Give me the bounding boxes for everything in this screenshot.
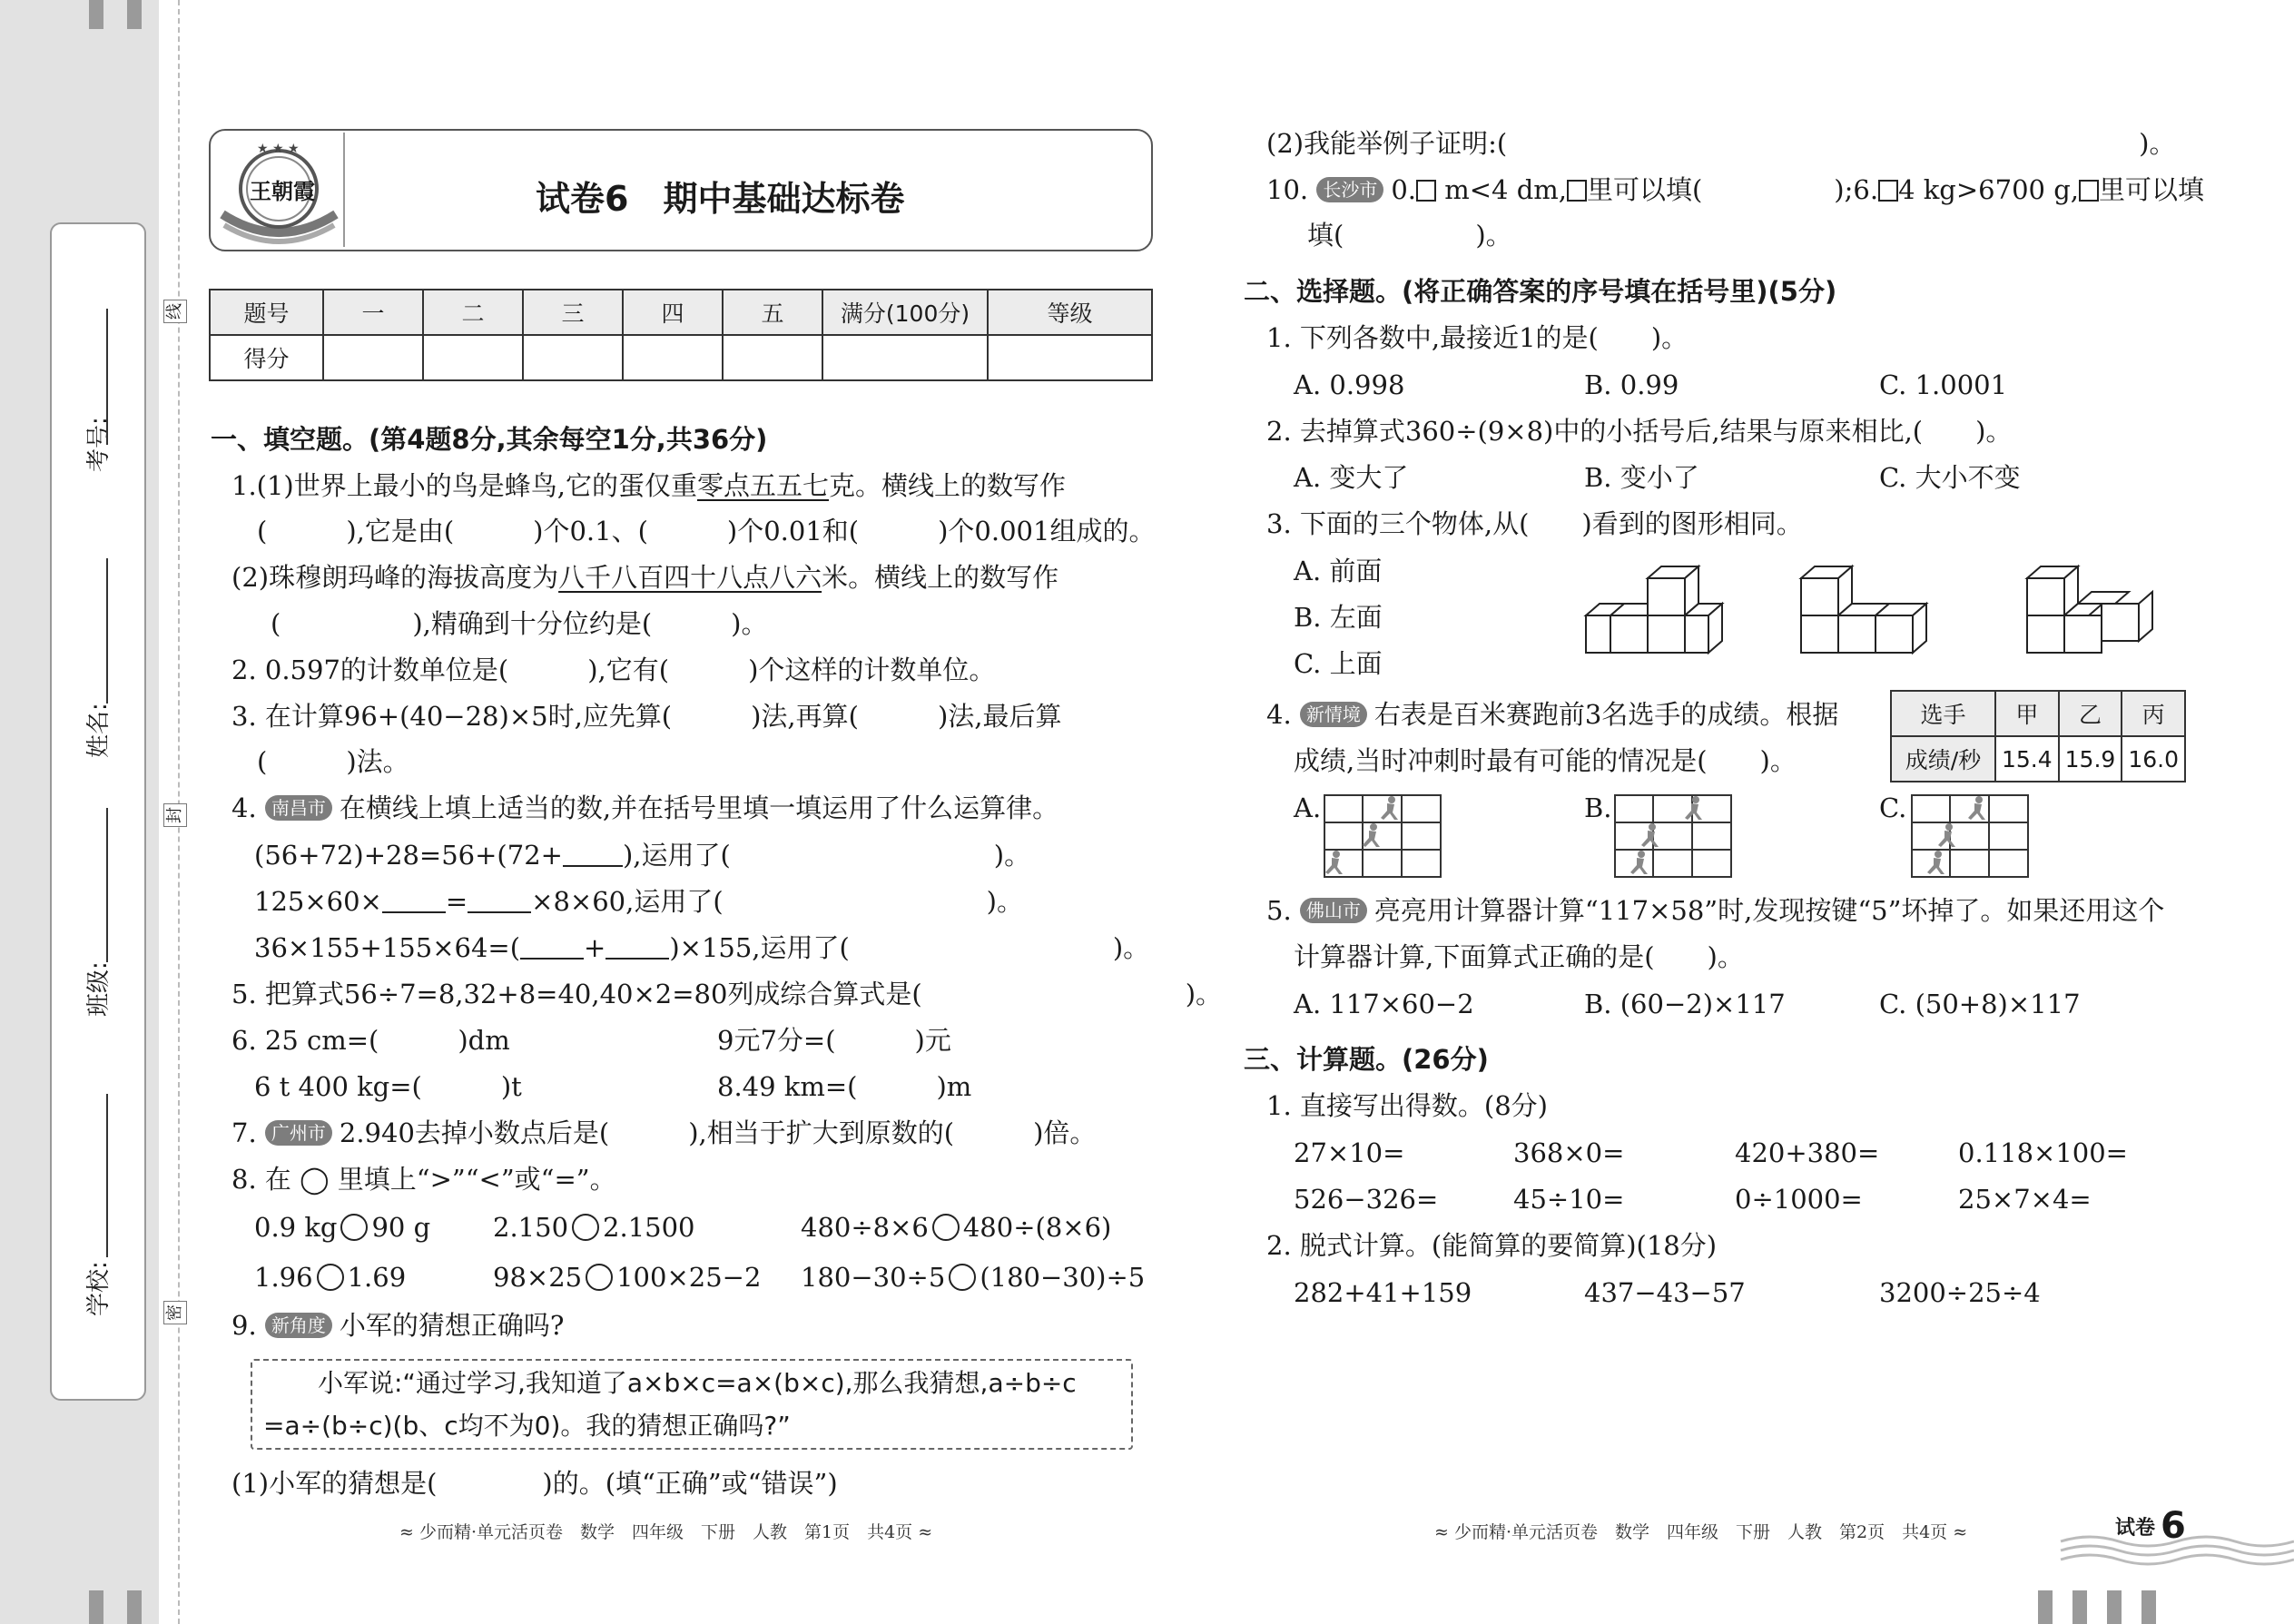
k2: 2. 脱式计算。(能简算的要简算)(18分): [1266, 1230, 1718, 1261]
race-header-cell: 选手: [1891, 691, 1995, 736]
k1-item: 368×0=: [1513, 1137, 1625, 1168]
answer-blank[interactable]: [520, 938, 584, 960]
q8-item: 98×25 100×25−2: [493, 1262, 762, 1293]
q3: 3. 在计算96+(40−28)×5时,应先算( )法,再算( )法,最后算: [231, 701, 1062, 732]
digit-box[interactable]: [1567, 180, 1587, 202]
compare-circle[interactable]: [317, 1264, 344, 1291]
q6b: 9元7分=( )元: [717, 1025, 951, 1056]
score-cell[interactable]: [988, 335, 1152, 380]
race-figure-a: [1324, 794, 1442, 878]
name-line[interactable]: [106, 558, 108, 704]
score-header-cell: 满分(100分): [822, 290, 988, 335]
school-label: 学校:: [85, 1261, 113, 1316]
section3-heading: 三、计算题。(26分): [1244, 1044, 1489, 1075]
score-cell[interactable]: [723, 335, 822, 380]
score-cell[interactable]: [423, 335, 523, 380]
q8: 8. 在 ◯ 里填上“>”“<”或“=”。: [231, 1164, 616, 1195]
q9-part1: (1)小军的猜想是( )的。(填“正确”或“错误”): [231, 1468, 838, 1499]
c2-option: C. 大小不变: [1879, 462, 2021, 493]
section1-heading: 一、填空题。(第4题8分,其余每空1分,共36分): [211, 424, 768, 455]
score-cell[interactable]: [822, 335, 988, 380]
score-header-row: [210, 290, 1152, 335]
logo-text: 王朝霞: [250, 178, 315, 204]
score-header-cell: 五: [723, 290, 822, 335]
c5-option: A. 117×60−2: [1294, 989, 1474, 1019]
svg-text:★ ★ ★: ★ ★ ★: [257, 142, 300, 156]
c1: 1. 下列各数中,最接近1的是( )。: [1266, 322, 1689, 353]
c3-option: B. 左面: [1294, 602, 1383, 633]
c3-option: A. 前面: [1294, 556, 1383, 586]
q4a: (56+72)+28=56+(72+ ),运用了( )。: [254, 840, 1031, 871]
c3-option: C. 上面: [1294, 648, 1383, 679]
region-tag: 佛山市: [1300, 898, 1367, 923]
c1-option: A. 0.998: [1294, 369, 1405, 400]
compare-circle[interactable]: [949, 1264, 976, 1291]
digit-box[interactable]: [2079, 180, 2099, 202]
cut-mark-line: 线: [163, 300, 187, 323]
q9: 9. 新角度 小军的猜想正确吗?: [231, 1310, 565, 1341]
q3-line2: ( )法。: [257, 746, 409, 777]
footer-left: ≈ 少而精·单元活页卷 数学 四年级 下册 人教 第1页 共4页 ≈: [399, 1522, 933, 1542]
cut-mark-secret: 密: [163, 1301, 187, 1324]
k2-item: 282+41+159: [1294, 1277, 1472, 1308]
k2-item: 437−43−57: [1584, 1277, 1746, 1308]
region-tag: 新情境: [1300, 702, 1367, 727]
q8-item: 180−30÷5 (180−30)÷5: [801, 1262, 1146, 1293]
compare-circle[interactable]: [340, 1214, 368, 1241]
k1-item: 25×7×4=: [1958, 1184, 2092, 1215]
q9-quote-line2: =a÷(b÷c)(b、c均不为0)。我的猜想正确吗?”: [263, 1411, 791, 1441]
race-figure-c: [1911, 794, 2029, 878]
c4-option-label: B.: [1584, 792, 1612, 823]
q10: 10. 长沙市 0. m<4 dm, 里可以填( );6. 4 kg>6700 g, 里可以填: [1266, 174, 2204, 205]
q5: 5. 把算式56÷7=8,32+8=40,40×2=80列成综合算式是( )。: [231, 979, 1223, 1009]
score-row-label: 得分: [210, 335, 323, 380]
region-tag: 南昌市: [265, 795, 332, 821]
region-tag: 长沙市: [1316, 177, 1383, 202]
race-header-row: [1891, 691, 2185, 736]
q6c: 6 t 400 kg=( )t: [254, 1071, 522, 1102]
c5-option: C. (50+8)×117: [1879, 989, 2081, 1019]
answer-blank[interactable]: [382, 891, 446, 913]
score-header-cell: 四: [623, 290, 723, 335]
q4: 4. 南昌市 在横线上填上适当的数,并在括号里填一填运用了什么运算律。: [231, 792, 1059, 823]
k1-item: 0÷1000=: [1735, 1184, 1863, 1215]
c3: 3. 下面的三个物体,从( )看到的图形相同。: [1266, 508, 1803, 539]
q6d: 8.49 km=( )m: [717, 1071, 972, 1102]
score-cell[interactable]: [323, 335, 423, 380]
page-title: 试卷6 期中基础达标卷: [536, 179, 905, 219]
score-header-cell: 三: [523, 290, 623, 335]
k1-item: 27×10=: [1294, 1137, 1405, 1168]
q2: 2. 0.597的计数单位是( ),它有( )个这样的计数单位。: [231, 655, 996, 685]
race-header-cell: 乙: [2059, 691, 2122, 736]
race-row-label: 成绩/秒: [1891, 736, 1995, 782]
c2-option: A. 变大了: [1294, 462, 1409, 493]
score-header-cell: 题号: [210, 290, 323, 335]
page-badge: 试卷 6: [2115, 1505, 2186, 1547]
race-result-row: [1891, 736, 2185, 782]
k1: 1. 直接写出得数。(8分): [1266, 1090, 1548, 1121]
score-header-cell: 二: [423, 290, 523, 335]
q1b-line2: ( ),精确到十分位约是( )。: [271, 608, 768, 639]
bottom-marks-left: [89, 1590, 143, 1624]
class-line[interactable]: [106, 808, 108, 962]
q8-item: 2.150 2.1500: [493, 1212, 695, 1243]
score-row: [210, 335, 1152, 380]
race-time: 15.4: [1995, 736, 2059, 782]
race-time: 15.9: [2059, 736, 2122, 782]
c4: 4. 新情境 右表是百米赛跑前3名选手的成绩。根据: [1266, 699, 1839, 730]
q4c: 36×155+155×64=( + )×155,运用了( )。: [254, 932, 1150, 963]
q8-item: 480÷8×6 480÷(8×6): [801, 1212, 1112, 1243]
region-tag: 新角度: [265, 1313, 332, 1338]
q6a: 6. 25 cm=( )dm: [231, 1025, 510, 1056]
digit-box[interactable]: [1878, 180, 1898, 202]
c4-option-label: C.: [1879, 792, 1907, 823]
section2-heading: 二、选择题。(将正确答案的序号填在括号里)(5分): [1244, 276, 1837, 307]
race-results-table: [1890, 690, 2186, 782]
score-cell[interactable]: [623, 335, 723, 380]
c4-line2: 成绩,当时冲刺时最有可能的情况是( )。: [1294, 745, 1797, 776]
bottom-marks-right: [2038, 1590, 2156, 1624]
c2-option: B. 变小了: [1584, 462, 1699, 493]
score-table: [209, 289, 1153, 381]
logo: [213, 133, 345, 247]
exam-number-line[interactable]: [106, 309, 108, 445]
name-label: 姓名:: [85, 703, 113, 758]
c5-line2: 计算器计算,下面算式正确的是( )。: [1294, 941, 1744, 972]
q1a-line2: ( ),它是由( )个0.1、( )个0.01和( )个0.001组成的。: [257, 516, 1156, 546]
q10-line2: 填( )。: [1307, 220, 1512, 251]
c2: 2. 去掉算式360÷(9×8)中的小括号后,结果与原来相比,( )。: [1266, 416, 2013, 447]
race-header-cell: 甲: [1995, 691, 2059, 736]
q9-part2: (2)我能举例子证明:( )。: [1266, 128, 2176, 159]
k2-item: 3200÷25÷4: [1879, 1277, 2041, 1308]
k1-item: 526−326=: [1294, 1184, 1439, 1215]
cut-mark-seal: 封: [163, 803, 187, 827]
compare-circle[interactable]: [586, 1264, 613, 1291]
c5: 5. 佛山市 亮亮用计算器计算“117×58”时,发现按键“5”坏掉了。如果还用这个: [1266, 895, 2165, 926]
score-cell[interactable]: [523, 335, 623, 380]
cube-figure-1: [1584, 565, 1720, 664]
k1-item: 45÷10=: [1513, 1184, 1625, 1215]
q7: 7. 广州市 2.940去掉小数点后是( ),相当于扩大到原数的( )倍。: [231, 1117, 1097, 1148]
cube-figure-3: [2025, 565, 2161, 664]
score-header-cell: 等级: [988, 290, 1152, 335]
compare-circle[interactable]: [932, 1214, 960, 1241]
race-header-cell: 丙: [2122, 691, 2185, 736]
answer-blank[interactable]: [563, 845, 623, 867]
digit-box[interactable]: [1416, 180, 1436, 202]
race-figure-b: [1614, 794, 1732, 878]
binding-panel: [50, 222, 146, 1401]
q4b: 125×60× = ×8×60,运用了( )。: [254, 886, 1023, 917]
q9-quote-line1: 小军说:“通过学习,我知道了a×b×c=a×(b×c),那么我猜想,a÷b÷c: [318, 1368, 1077, 1398]
c1-option: C. 1.0001: [1879, 369, 2008, 400]
answer-blank[interactable]: [605, 938, 669, 960]
c1-option: B. 0.99: [1584, 369, 1679, 400]
compare-circle[interactable]: [572, 1214, 599, 1241]
k1-item: 420+380=: [1735, 1137, 1880, 1168]
c4-option-label: A.: [1294, 792, 1322, 823]
c5-option: B. (60−2)×117: [1584, 989, 1786, 1019]
class-label: 班级:: [85, 961, 113, 1017]
answer-blank[interactable]: [468, 891, 531, 913]
race-time: 16.0: [2122, 736, 2185, 782]
q1b: (2)珠穆朗玛峰的海拔高度为八千八百四十八点八六米。横线上的数写作: [231, 562, 1059, 593]
score-header-cell: 一: [323, 290, 423, 335]
q1a: 1.(1)世界上最小的鸟是蜂鸟,它的蛋仅重零点五五七克。横线上的数写作: [231, 470, 1066, 501]
exam-number-label: 考号:: [85, 417, 113, 472]
cube-figure-2: [1799, 565, 1935, 664]
k1-item: 0.118×100=: [1958, 1137, 2128, 1168]
q8-item: 0.9 kg 90 g: [254, 1212, 431, 1243]
region-tag: 广州市: [265, 1120, 332, 1146]
top-marks: [89, 0, 143, 29]
school-line[interactable]: [106, 1094, 108, 1257]
q8-item: 1.96 1.69: [254, 1262, 407, 1293]
footer-right: ≈ 少而精·单元活页卷 数学 四年级 下册 人教 第2页 共4页 ≈: [1434, 1522, 1968, 1542]
